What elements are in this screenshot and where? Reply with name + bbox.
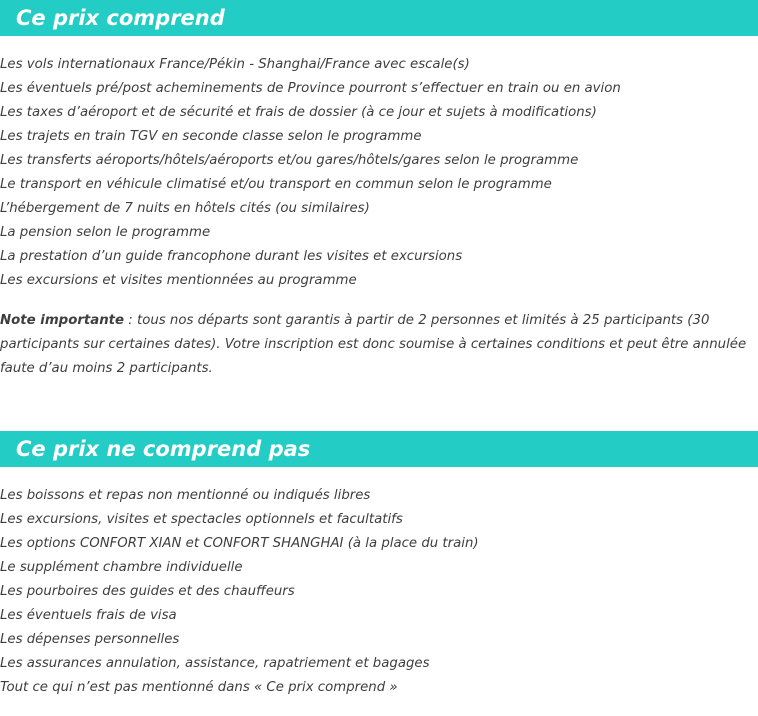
list-item: Le supplément chambre individuelle (0, 560, 243, 575)
list-item: Les excursions, visites et spectacles optionnels et facultatifs (0, 512, 403, 527)
list-item: Les éventuels pré/post acheminements de Province pourront s’effectuer en train ou en avion (0, 81, 621, 96)
list-item: Les boissons et repas non mentionné ou indiqués libres (0, 488, 371, 503)
list-item: Les vols internationaux France/Pékin - Shanghai/France avec escale(s) (0, 57, 470, 72)
included-list (0, 53, 758, 293)
excluded-list (0, 484, 758, 700)
section-title-included: Ce prix comprend (0, 0, 758, 36)
list-item: Les excursions et visites mentionnées au programme (0, 273, 357, 288)
list-item: Les assurances annulation, assistance, rapatriement et bagages (0, 656, 430, 671)
list-item: Tout ce qui n’est pas mentionné dans « Ce prix comprend » (0, 680, 398, 695)
list-item: Les éventuels frais de visa (0, 608, 177, 623)
list-item: Les trajets en train TGV en seconde classe selon le programme (0, 129, 422, 144)
list-item: Les dépenses personnelles (0, 632, 180, 647)
list-item: Les pourboires des guides et des chauffeurs (0, 584, 295, 599)
list-item: Le transport en véhicule climatisé et/ou transport en commun selon le programme (0, 177, 552, 192)
list-item: Les taxes d’aéroport et de sécurité et frais de dossier (à ce jour et sujets à modifications) (0, 105, 597, 120)
list-item: Les transferts aéroports/hôtels/aéroports et/ou gares/hôtels/gares selon le programme (0, 153, 579, 168)
list-item: L’hébergement de 7 nuits en hôtels cités (ou similaires) (0, 201, 370, 216)
section-title-excluded: Ce prix ne comprend pas (0, 431, 758, 467)
list-item: Les options CONFORT XIAN et CONFORT SHANGHAI (à la place du train) (0, 536, 479, 551)
important-note (0, 309, 758, 381)
note-label: Note importante (0, 313, 125, 328)
list-item: La prestation d’un guide francophone durant les visites et excursions (0, 249, 463, 264)
list-item: La pension selon le programme (0, 225, 211, 240)
note-text: : tous nos départs sont garantis à partir de 2 personnes et limités à 25 participants (30 participants sur certaines dates). Votre inscription est donc soumise à certaines conditions et peut être annulée faute d’au moins 2 participants. (0, 313, 747, 376)
